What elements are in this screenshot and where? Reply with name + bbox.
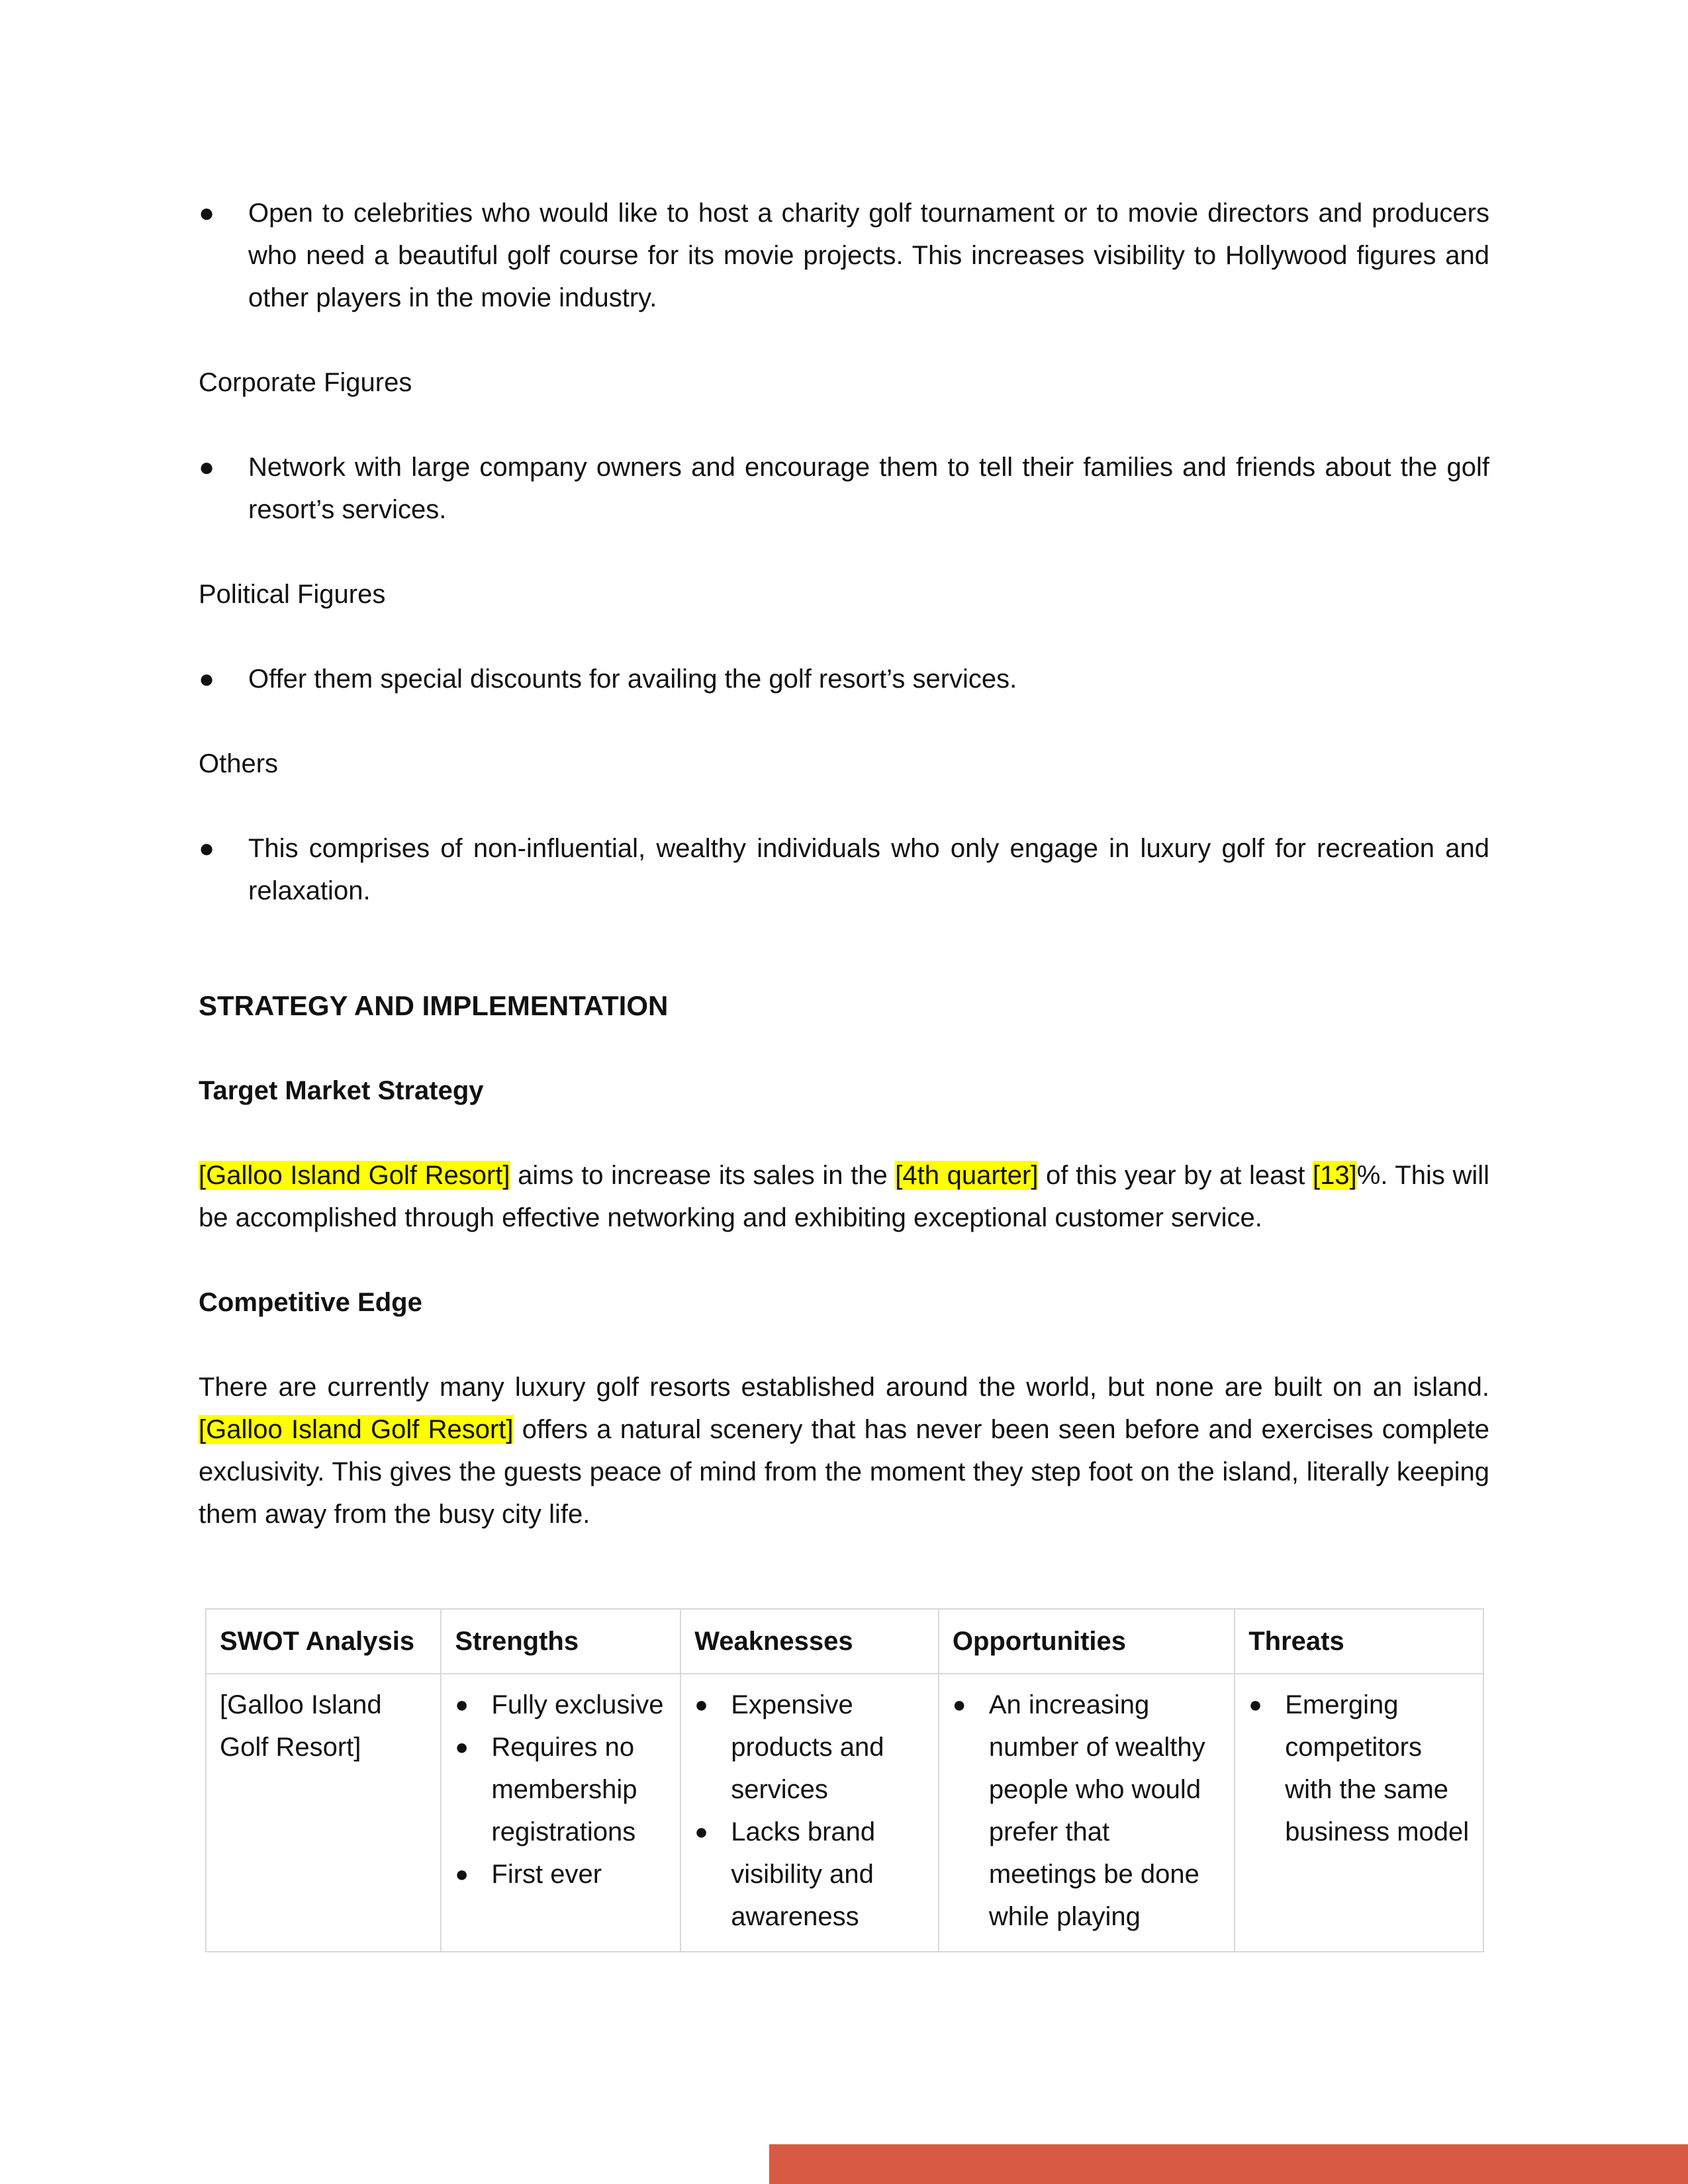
corporate-bullet-text: Network with large company owners and encourage them to tell their families and friends about the golf resort’s services.: [248, 453, 1489, 524]
swot-table: [205, 1608, 1484, 1952]
table-header: Opportunities: [939, 1609, 1235, 1674]
bullet-icon: ●: [199, 199, 215, 228]
section-title: STRATEGY AND IMPLEMENTATION: [199, 990, 669, 1021]
list-item: ● Requires no membership registrations: [455, 1726, 667, 1853]
list-item: [199, 827, 1489, 912]
opportunities-cell: [939, 1674, 1235, 1952]
competitive-edge-heading: Competitive Edge: [199, 1288, 422, 1317]
others-bullet-text: This comprises of non-influential, wealthy individuals who only engage in luxury golf for recreation and relaxation.: [248, 834, 1489, 905]
celebrity-bullet-text: Open to celebrities who would like to host a charity golf tournament or to movie directors and producers who need a beautiful golf course for its movie projects. This increases visibility to Hollywood figures and other players in the movie industry.: [248, 199, 1489, 312]
bullet-icon: ●: [199, 834, 215, 863]
table-header-row: [206, 1609, 1483, 1674]
bullet-icon: ●: [199, 453, 215, 482]
table-header: SWOT Analysis: [206, 1609, 441, 1674]
list-item: [199, 192, 1489, 319]
target-market-heading: Target Market Strategy: [199, 1076, 484, 1105]
threats-cell: [1235, 1674, 1483, 1952]
table-header: Weaknesses: [680, 1609, 939, 1674]
list-item: ● First ever: [455, 1853, 667, 1895]
table-row: [206, 1674, 1483, 1952]
table-header: Strengths: [441, 1609, 680, 1674]
political-bullet-text: Offer them special discounts for availing the golf resort’s services.: [248, 664, 1017, 694]
bullet-icon: ●: [199, 664, 215, 694]
company-cell: [Galloo Island Golf Resort]: [206, 1674, 441, 1952]
list-item: [199, 446, 1489, 531]
list-item: [199, 658, 1489, 700]
highlighted-company-name: [Galloo Island Golf Resort]: [199, 1415, 514, 1444]
footer-accent-bar: [769, 2144, 1688, 2184]
competitive-edge-paragraph: There are currently many luxury golf resorts established around the world, but none are built on an island. [Galloo Island Golf Resort] offers a natural scenery that has never been seen before and exercises complete exclusivity. This gives the guests peace of mind from the moment they step foot on the island, literally keeping them away from the busy city life.: [199, 1373, 1489, 1529]
highlighted-quarter: [4th quarter]: [895, 1161, 1039, 1190]
highlighted-percent: [13]: [1313, 1161, 1357, 1190]
list-item: ● Expensive products and services: [694, 1684, 925, 1811]
political-heading: Political Figures: [199, 580, 386, 609]
target-market-paragraph: [Galloo Island Golf Resort] aims to increase its sales in the [4th quarter] of this year by at least [13]%. This will be accomplished through effective networking and exhibiting exceptional customer service.: [199, 1161, 1489, 1232]
others-heading: Others: [199, 749, 279, 778]
table-header: Threats: [1235, 1609, 1483, 1674]
weaknesses-cell: [680, 1674, 939, 1952]
list-item: ● Lacks brand visibility and awareness: [694, 1811, 925, 1938]
corporate-heading: Corporate Figures: [199, 368, 412, 397]
highlighted-company-name: [Galloo Island Golf Resort]: [199, 1161, 510, 1190]
list-item: ● An increasing number of wealthy people who would prefer that meetings be done while playing: [953, 1684, 1221, 1938]
list-item: ● Fully exclusive: [455, 1684, 667, 1726]
document-page: [199, 192, 1489, 1535]
strengths-cell: [441, 1674, 680, 1952]
list-item: ● Emerging competitors with the same business model: [1248, 1684, 1470, 1853]
